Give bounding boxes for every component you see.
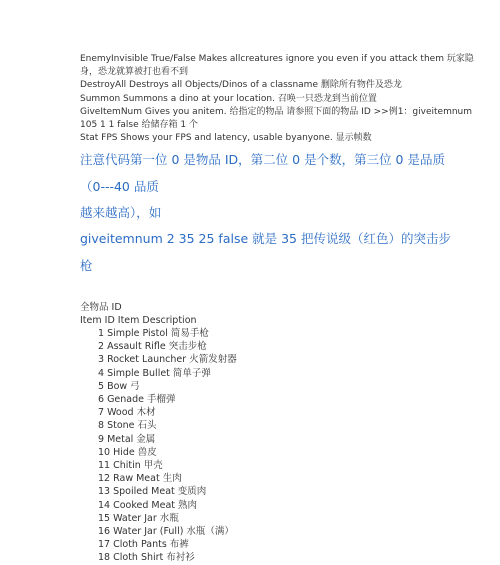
command-line: DestroyAll Destroys all Objects/Dinos of a classname 删除所有物件及恐龙 xyxy=(80,80,402,91)
list-item: 11 Chitin 甲壳 xyxy=(98,460,163,472)
list-item: 9 Metal 金属 xyxy=(98,433,156,445)
explanation-line: 注意代码第一位 0 是物品 ID，第二位 0 是个数，第三位 0 是品质 xyxy=(80,152,445,167)
command-line: GiveItemNum Gives you anitem. 给指定的物品 请参照下面的物品 ID >>例1：giveitemnum 105 1 1 false 给储存箱 1 个 xyxy=(80,106,473,131)
explanation-line: 枪 xyxy=(80,258,93,273)
list-item: 2 Assault Rifle 突击步枪 xyxy=(98,341,207,353)
list-item: 6 Genade 手榴弹 xyxy=(98,394,176,406)
list-item: 3 Rocket Launcher 火箭发射器 xyxy=(98,354,237,366)
list-item: 7 Wood 木材 xyxy=(98,407,156,419)
list-item: 1 Simple Pistol 简易手枪 xyxy=(98,328,209,339)
list-item: 13 Spoiled Meat 变质肉 xyxy=(98,486,207,498)
list-item: 16 Water Jar (Full) 水瓶（满） xyxy=(98,526,234,538)
list-item: 17 Cloth Pants 布裤 xyxy=(98,539,189,551)
explanation-line: 越来越高），如 xyxy=(80,205,162,220)
item-list xyxy=(98,327,237,565)
item-list-heading xyxy=(80,301,197,327)
list-item: 18 Cloth Shirt 布衬衫 xyxy=(98,552,195,564)
list-item: 8 Stone 石头 xyxy=(98,420,157,432)
list-item: 12 Raw Meat 生肉 xyxy=(98,473,182,485)
list-item: 10 Hide 兽皮 xyxy=(98,446,157,458)
item-list-column-header: Item ID Item Description xyxy=(80,315,197,326)
list-item: 5 Bow 弓 xyxy=(98,380,140,392)
command-line: EnemyInvisible True/False Makes allcreatures ignore you even if you attack them 玩家隐身，恐龙就算被打也看不到 xyxy=(80,54,474,78)
item-list-title: 全物品 ID xyxy=(80,302,122,313)
list-item: 4 Simple Bullet 简单子弹 xyxy=(98,367,211,379)
command-line: Summon Summons a dino at your location. 召唤一只恐龙到当前位置 xyxy=(80,93,377,104)
command-list xyxy=(80,53,490,145)
list-item: 15 Water Jar 水瓶 xyxy=(98,512,179,524)
explanation-line: （0---40 品质 xyxy=(80,179,159,194)
list-item: 14 Cooked Meat 熟肉 xyxy=(98,499,198,511)
command-line: Stat FPS Shows your FPS and latency, usable byanyone. 显示帧数 xyxy=(80,133,372,144)
explanation-line: giveitemnum 2 35 25 false 就是 35 把传说级（红色）的突击步 xyxy=(80,231,451,246)
